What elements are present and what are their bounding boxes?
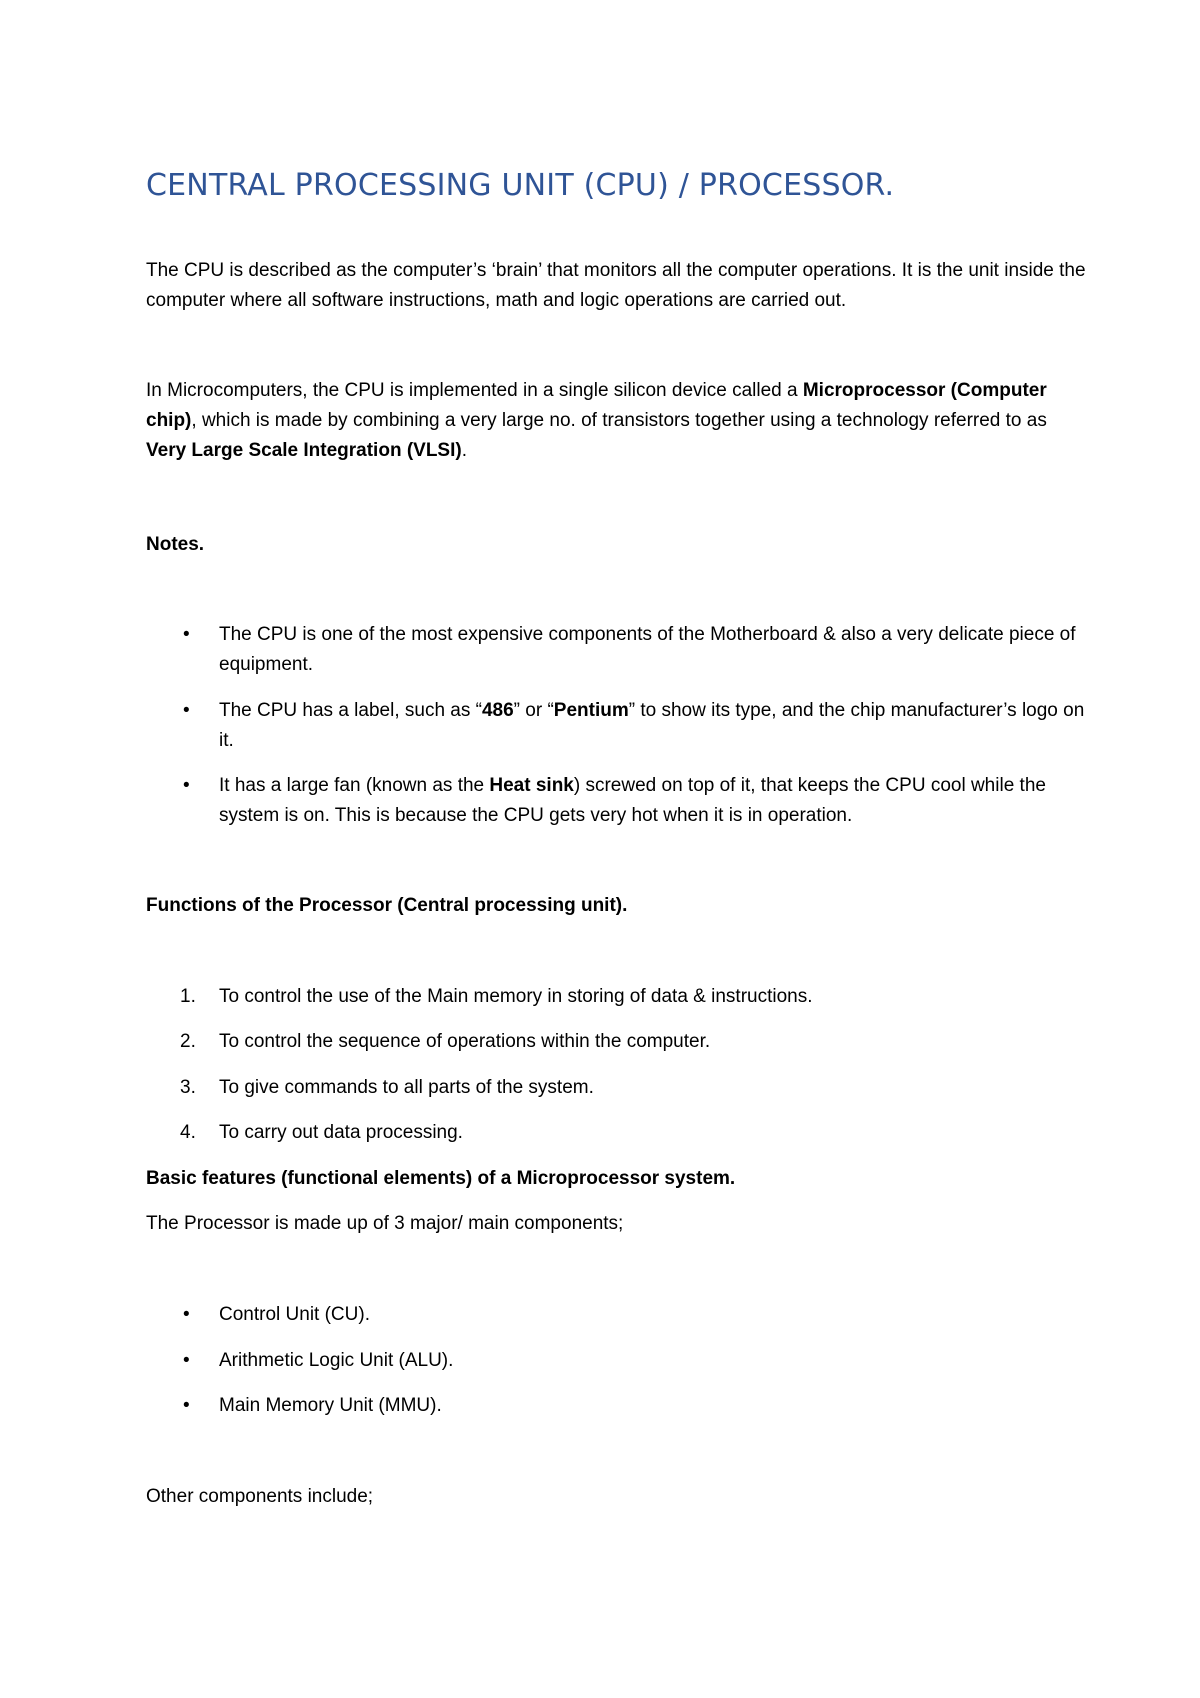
functions-item-2: To control the sequence of operations within the computer. (219, 1031, 711, 1052)
micro-text-2: , which is made by combining a very large no. of transistors together using a technology referred to as (191, 410, 1047, 431)
bullet-icon: • (183, 700, 190, 721)
bullet-icon: • (183, 1395, 190, 1416)
list-number: 3. (180, 1077, 196, 1098)
notes-item-2-text-e: ” to show its type, and the chip manufacturer’s logo on it. (219, 700, 1085, 751)
notes-heading: Notes. (146, 534, 205, 555)
notes-item-3 (219, 771, 1099, 831)
notes-item-2-text-c: ” or “ (513, 700, 554, 721)
functions-item-3: To give commands to all parts of the system. (219, 1077, 594, 1098)
micro-bold-term-2: Very Large Scale Integration (VLSI) (146, 440, 462, 461)
bullet-icon: • (183, 624, 190, 645)
features-item-3: Main Memory Unit (MMU). (219, 1395, 442, 1416)
bullet-icon: • (183, 1350, 190, 1371)
notes-item-3-text-c: ) screwed on top of it, that keeps the CPU cool while the system is on. This is because the CPU gets very hot when it is in operation. (219, 775, 1046, 826)
micro-text-3: . (461, 440, 467, 461)
functions-item-4: To carry out data processing. (219, 1122, 463, 1143)
notes-item-2-bold-pentium: Pentium (553, 700, 629, 721)
bullet-icon: • (183, 775, 190, 796)
list-number: 1. (180, 986, 196, 1007)
features-heading: Basic features (functional elements) of a Microprocessor system. (146, 1168, 736, 1189)
functions-heading: Functions of the Processor (Central processing unit). (146, 895, 628, 916)
features-intro: The Processor is made up of 3 major/ main components; (146, 1213, 624, 1234)
notes-item-3-bold-heat-sink: Heat sink (489, 775, 574, 796)
notes-item-2-text-a: The CPU has a label, such as “ (219, 700, 482, 721)
features-item-1: Control Unit (CU). (219, 1304, 370, 1325)
page-title: CENTRAL PROCESSING UNIT (CPU) / PROCESSOR. (146, 168, 895, 203)
micro-bold-term-1: Microprocessor (Computer chip) (146, 380, 1047, 431)
functions-item-1: To control the use of the Main memory in storing of data & instructions. (219, 986, 813, 1007)
micro-text-1: In Microcomputers, the CPU is implemented in a single silicon device called a (146, 380, 803, 401)
list-number: 4. (180, 1122, 196, 1143)
notes-item-1: The CPU is one of the most expensive components of the Motherboard & also a very delicate piece of equipment. (219, 624, 1076, 675)
intro-paragraph: The CPU is described as the computer’s ‘brain’ that monitors all the computer operations. It is the unit inside the computer where all software instructions, math and logic operations are carried out. (146, 260, 1086, 311)
bullet-icon: • (183, 1304, 190, 1325)
features-item-2: Arithmetic Logic Unit (ALU). (219, 1350, 454, 1371)
list-number: 2. (180, 1031, 196, 1052)
notes-item-2 (219, 696, 1099, 756)
microprocessor-paragraph (146, 376, 1086, 466)
notes-item-3-text-a: It has a large fan (known as the (219, 775, 490, 796)
other-components-text: Other components include; (146, 1486, 374, 1507)
notes-item-2-bold-486: 486 (481, 700, 514, 721)
